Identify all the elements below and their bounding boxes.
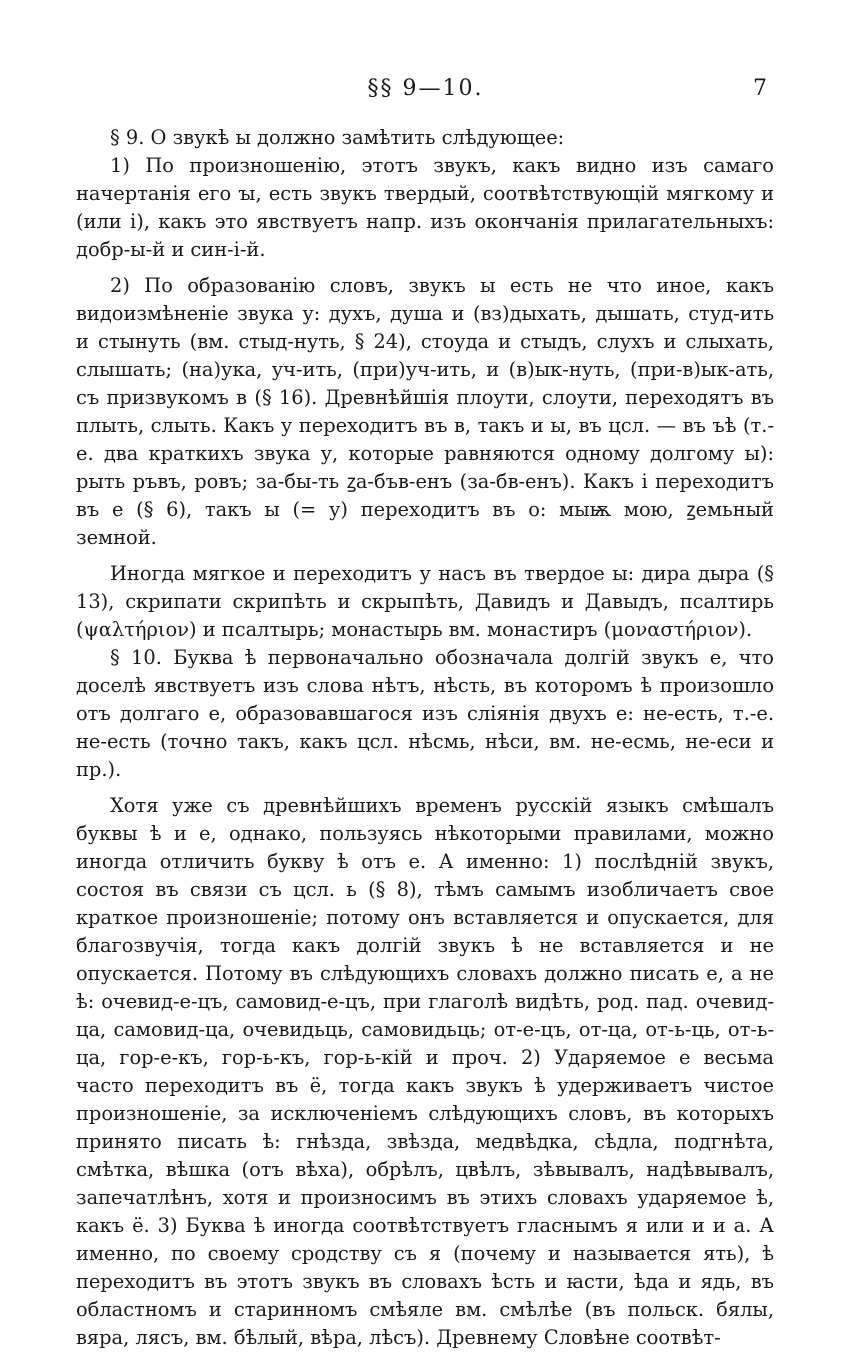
section-range-title: §§ 9—10. <box>367 76 484 101</box>
page-header <box>0 76 851 106</box>
page-body <box>76 124 774 1352</box>
paragraph-pronunciation: 1) По произношенію, этотъ звукъ, какъ видно изъ самаго начертанія его ꙑ, есть звукъ твердый, соотвѣтствующій мягкому и (или і), какъ это явствуетъ напр. изъ окончанія прилагательныхъ: добр-ы-й и син-і-й. <box>76 154 774 261</box>
page-number: 7 <box>753 76 767 101</box>
paragraph-yat-rules: Хотя уже съ древнѣйшихъ временъ русскій языкъ смѣшалъ буквы ѣ и е, однако, пользуясь нѣкоторыми правилами, можно иногда отличить букву ѣ отъ е. А именно: 1) послѣдній звукъ, состоя въ связи съ цсл. ь (§ 8), тѣмъ самымъ изобличаетъ свое краткое произношеніе; потому онъ вставляется и опускается, для благозвучія, тогда какъ долгій звукъ ѣ не вставляется и не опускается. Потому въ слѣдующихъ словахъ должно писать е, а не ѣ: очевид-е-цъ, самовид-е-цъ, при глаголѣ видѣть, род. пад. очевид-ца, самовид-ца, очевидьць, самовидьць; от-е-цъ, от-ца, от-ь-ць, от-ь-ца, гор-е-къ, гор-ь-къ, гор-ь-кій и проч. 2) Ударяемое е весьма часто переходитъ въ ё, тогда какъ звукъ ѣ удерживаетъ чистое произношеніе, за исключеніемъ слѣдующихъ словъ, въ которыхъ принято писать ѣ: гнѣзда, звѣзда, медвѣдка, сѣдла, подгнѣта, смѣтка, вѣшка (отъ вѣха), обрѣлъ, цвѣлъ, зѣвывалъ, надѣвывалъ, запечатлѣнъ, хотя и произносимъ въ этихъ словахъ ударяемое ѣ, какъ ё. 3) Буква ѣ иногда соотвѣтствуетъ гласнымъ я или и и а. А именно, по своему сродству съ я (почему и называется ять), ѣ переходитъ въ этотъ звукъ въ словахъ ѣсть и ꙗсти, ѣда и ядь, въ областномъ и старинномъ смѣяле вм. смѣлѣе (въ польск. бялы, вяра, лясъ, вм. бѣлый, вѣра, лѣсъ). Древнему Словѣне соотвѣт- <box>76 794 774 1349</box>
paragraph-section-10: § 10. Буква ѣ первоначально обозначала долгій звукъ е, что доселѣ явствуетъ изъ слова нѣтъ, нѣсть, въ которомъ ѣ произошло отъ долгаго е, образовавшагося изъ слiянiя двухъ е: не-есть, т.-е. не-есть (точно такъ, какъ цсл. нѣсмь, нѣси, вм. не-есмь, не-еси и пр.). <box>76 646 774 781</box>
paragraph-word-formation: 2) По образованію словъ, звукъ ы есть не что иное, какъ видоизмѣненіе звука у: духъ, душа и (вз)дыхать, дышать, студ-ить и стынуть (вм. стыд-нуть, § 24), стоуда и стыдъ, слухъ и слыхать, слышать; (на)ука, уч-ить, (при)уч-ить, и (в)ык-нуть, (при-в)ык-ать, съ призвукомъ в (§ 16). Древнѣйшія плоути, слоути, переходятъ въ плыть, слыть. Какъ у переходитъ въ в, такъ и ы, въ цсл. — въ ъѣ (т.-е. два краткихъ звука у, которые равняются одному долгому ы): рыть ръвъ, ровъ; за-бы-ть ꙁа-бъв-енъ (за-бв-енъ). Какъ і переходитъ въ е (§ 6), такъ ы (= у) переходитъ въ о: мыѭ мою, ꙁемьный земной. <box>76 274 774 549</box>
paragraph-soft-to-hard: Иногда мягкое и переходитъ у насъ въ твердое ы: дира дыра (§ 13), скрипати скрипѣть и скрыпѣть, Давидъ и Давыдъ, псалтирь (ψαλτήριον) и псалтырь; монастырь вм. монастиръ (μοναστήριον). <box>76 562 774 641</box>
paragraph-section-9-heading: § 9. О звукѣ ы должно замѣтить слѣдующее: <box>110 126 565 149</box>
